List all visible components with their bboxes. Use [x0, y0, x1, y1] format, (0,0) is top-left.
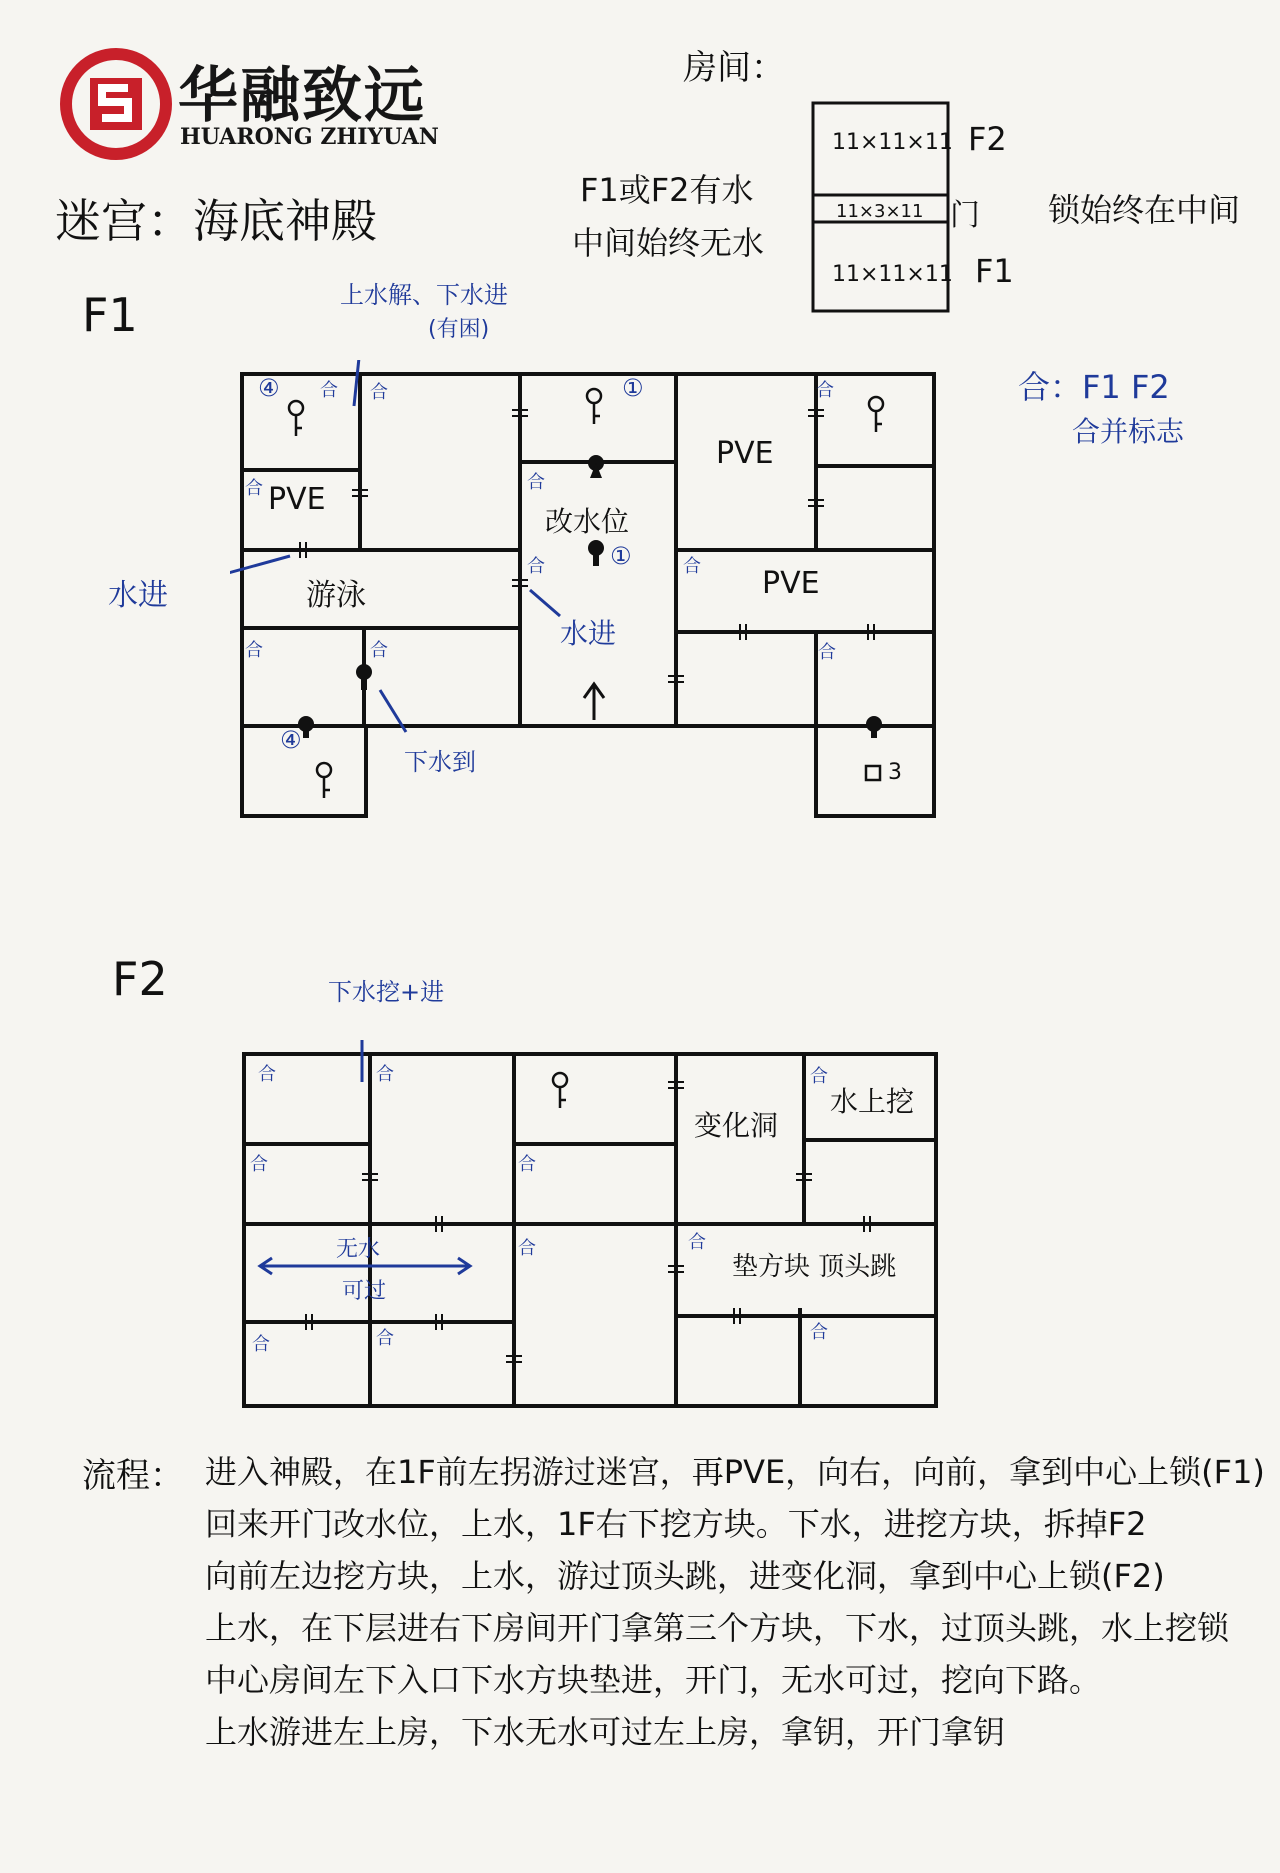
he-note-line2: 合并标志	[1072, 415, 1185, 448]
f2-he-mark: 合	[810, 1066, 828, 1087]
rooms-legend-label: 房间：	[683, 48, 785, 88]
legend-door-label: 门	[950, 198, 980, 233]
f1-he-mark: 合	[527, 472, 545, 493]
f1-circle-1-mid: ①	[610, 542, 632, 570]
f1-he-mark: 合	[818, 642, 836, 663]
f2-label: F2	[112, 952, 168, 1006]
f1-he-mark: 合	[320, 380, 338, 401]
f1-room-swim: 游泳	[306, 578, 366, 613]
process-step: 回来开门改水位，上水，1F右下挖方块。下水，进挖方块，拆掉F2	[205, 1505, 1147, 1543]
water-note-line1: F1或F2有水	[580, 171, 754, 209]
process-step: 进入神殿，在1F前左拐游过迷宫，再PVE，向右，向前，拿到中心上锁(F1)	[205, 1453, 1265, 1491]
f2-room-change-cave: 变化洞	[694, 1109, 779, 1142]
water-note-line2: 中间始终无水	[572, 224, 765, 262]
f1-he-mark: 合	[683, 556, 701, 577]
f1-he-mark: 合	[370, 640, 388, 661]
f1-down-water: 下水到	[404, 748, 476, 776]
f2-he-mark: 合	[376, 1064, 394, 1085]
process-step: 中心房间左下入口下水方块垫进，开门，无水可过，挖向下路。	[205, 1661, 1102, 1699]
f2-room-water-dig: 水上挖	[830, 1085, 915, 1118]
f1-he-mark: 合	[245, 640, 263, 661]
f1-room-pve2: PVE	[716, 436, 774, 471]
f1-annot-top: 上水解、下水进	[340, 281, 508, 309]
f1-he-mark: 合	[527, 556, 545, 577]
page-title: 迷宫：海底神殿	[55, 194, 377, 248]
brand-name-en: HUARONG ZHIYUAN	[180, 124, 439, 150]
f2-he-mark: 合	[252, 1334, 270, 1355]
process-steps	[205, 1446, 1265, 1758]
f1-water-in-left: 水进	[108, 578, 168, 613]
f2-he-mark: 合	[810, 1322, 828, 1343]
f1-room-change-water: 改水位	[545, 505, 630, 538]
f1-he-mark: 合	[816, 380, 834, 401]
f2-can-pass: 可过	[342, 1279, 387, 1304]
process-step: 向前左边挖方块，上水，游过顶头跳，进变化洞，拿到中心上锁(F2)	[205, 1557, 1165, 1595]
he-note-line1: 合：F1 F2	[1018, 368, 1170, 406]
process-step: 上水，在下层进右下房间开门拿第三个方块，下水，过顶头跳，水上挖锁	[205, 1609, 1230, 1647]
f2-he-mark: 合	[258, 1064, 276, 1085]
legend-f2-label: F2	[968, 120, 1007, 158]
f1-circle-1-top: ①	[622, 374, 644, 402]
f2-annot-top: 下水挖+进	[328, 978, 445, 1006]
brand-logo-icon	[60, 48, 172, 160]
process-label: 流程：	[82, 1456, 184, 1496]
f1-circle-4-top: ④	[258, 374, 280, 402]
f1-he-mark: 合	[245, 478, 263, 499]
process-step: 上水游进左上房，下水无水可过左上房，拿钥，开门拿钥	[205, 1713, 1006, 1751]
f1-box-3: 3	[888, 760, 902, 785]
f1-room-pve3: PVE	[762, 566, 820, 601]
f2-he-mark: 合	[688, 1232, 706, 1253]
legend-f1-label: F1	[975, 252, 1014, 290]
f1-room-pve1: PVE	[268, 482, 326, 517]
f2-he-mark: 合	[250, 1154, 268, 1175]
f2-pad-jump: 垫方块 顶头跳	[732, 1252, 897, 1282]
f1-he-mark: 合	[370, 382, 388, 403]
f2-he-mark: 合	[518, 1154, 536, 1175]
f2-no-water: 无水	[336, 1237, 381, 1262]
legend-f2-dims: 11×11×11	[832, 130, 953, 155]
f1-label: F1	[82, 288, 138, 342]
f2-he-mark: 合	[518, 1238, 536, 1259]
f1-circle-4-bottom: ④	[280, 726, 302, 754]
f2-he-mark: 合	[376, 1328, 394, 1349]
brand-name-cn: 华融致远	[178, 61, 426, 131]
legend-f1-dims: 11×11×11	[832, 262, 953, 287]
f1-annot-top2: (有困)	[428, 317, 490, 342]
legend-door-dims: 11×3×11	[836, 201, 924, 222]
legend-lock-note: 锁始终在中间	[1048, 191, 1241, 229]
f1-water-in-mid: 水进	[560, 617, 617, 650]
